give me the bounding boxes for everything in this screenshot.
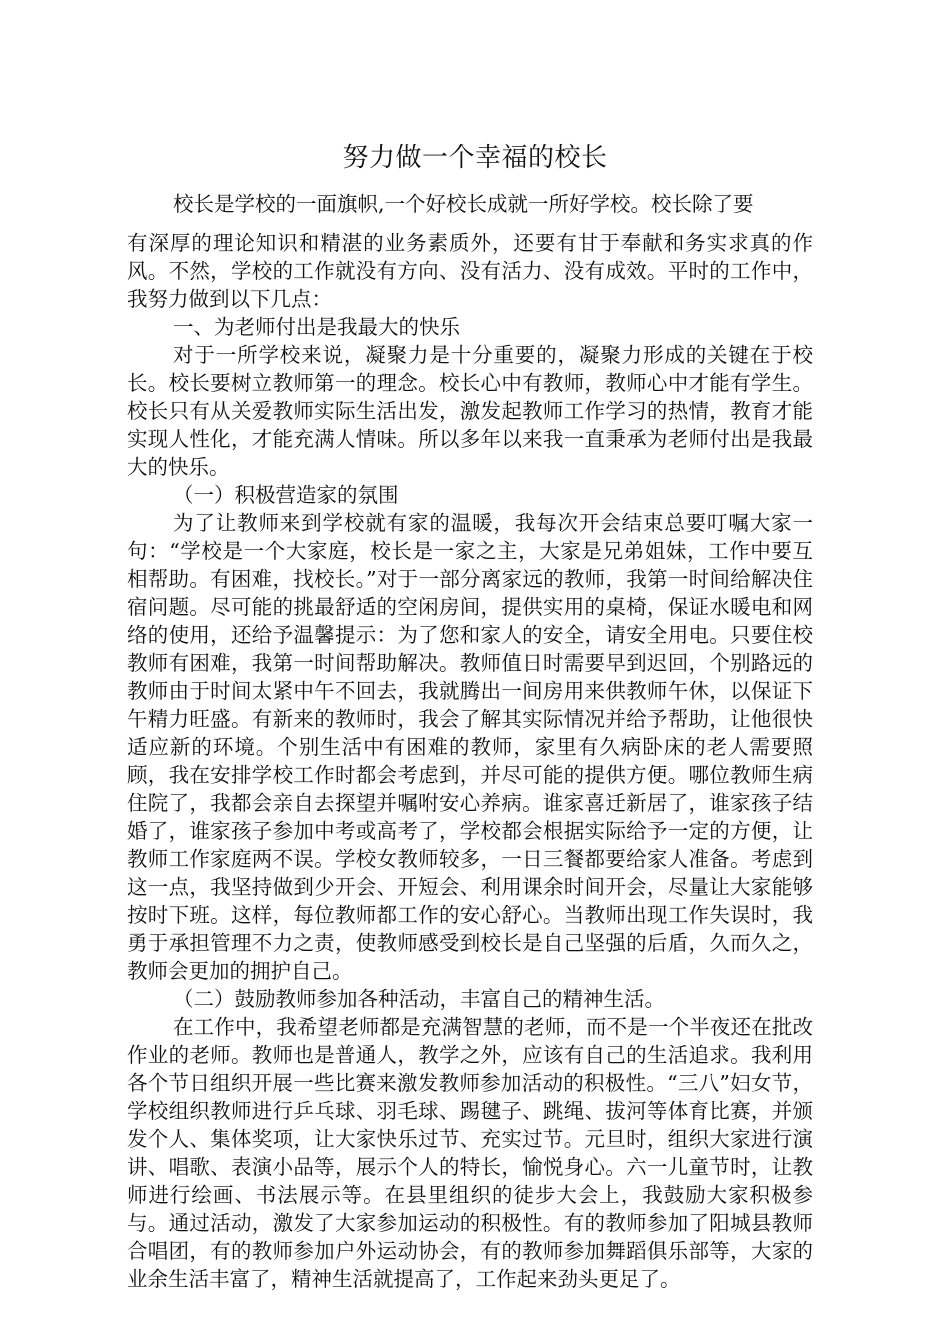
section-heading-1: 一、为老师付出是我最大的快乐 — [173, 315, 460, 339]
subsection-2-paragraph: 在工作中，我希望老师都是充满智慧的老师，而不是一个半夜还在批改作业的老师。教师也是普通人，教学之外，应该有自己的生活追求。我利用各个节日组织开展一些比赛来激发教师参加活动的积极性。“三八”妇女节，学校组织教师进行乒乓球、羽毛球、踢毽子、跳绳、拔河等体育比赛，并颁发个人、集体奖项，让大家快乐过节、充实过节。元旦时，组织大家进行演讲、唱歌、表演小品等，展示个人的特长，愉悦身心。六一儿童节时，让教师进行绘画、书法展示等。在县里组织的徒步大会上，我鼓励大家积极参与。通过活动，激发了大家参加运动的积极性。有的教师参加了阳城县教师合唱团，有的教师参加户外运动协会，有的教师参加舞蹈俱乐部等，大家的业余生活丰富了，精神生活就提高了，工作起来劲头更足了。 — [127, 1015, 813, 1291]
section-1-paragraph: 对于一所学校来说，凝聚力是十分重要的，凝聚力形成的关键在于校长。校长要树立教师第一的理念。校长心中有教师，教师心中才能有学生。校长只有从关爱教师实际生活出发，激发起教师工作学习的热情，教育才能实现人性化，才能充满人情味。所以多年以来我一直秉承为老师付出是我最大的快乐。 — [127, 343, 813, 479]
opening-line: 校长是学校的一面旗帜,一个好校长成就一所好学校。校长除了要 — [173, 192, 754, 216]
intro-paragraph: 有深厚的理论知识和精湛的业务素质外，还要有甘于奉献和务实求真的作风。不然，学校的工作就没有方向、没有活力、没有成效。平时的工作中，我努力做到以下几点： — [127, 231, 813, 311]
subsection-heading-1: （一）积极营造家的氛围 — [173, 483, 399, 507]
subsection-1-paragraph: 为了让教师来到学校就有家的温暖，我每次开会结束总要叮嘱大家一句：“学校是一个大家庭，校长是一家之主，大家是兄弟姐妹，工作中要互相帮助。有困难，找校长。”对于一部分离家远的教师，我第一时间给解决住宿问题。尽可能的挑最舒适的空闲房间，提供实用的桌椅，保证水暖电和网络的使用，还给予温馨提示：为了您和家人的安全，请安全用电。只要住校教师有困难，我第一时间帮助解决。教师值日时需要早到迟回，个别路远的教师由于时间太紧中午不回去，我就腾出一间房用来供教师午休，以保证下午精力旺盛。有新来的教师时，我会了解其实际情况并给予帮助，让他很快适应新的环境。个别生活中有困难的教师，家里有久病卧床的老人需要照顾，我在安排学校工作时都会考虑到，并尽可能的提供方便。哪位教师生病住院了，我都会亲自去探望并嘱咐安心养病。谁家喜迁新居了，谁家孩子结婚了，谁家孩子参加中考或高考了，学校都会根据实际给予一定的方便，让教师工作家庭两不误。学校女教师较多，一日三餐都要给家人准备。考虑到这一点，我坚持做到少开会、开短会、利用课余时间开会，尽量让大家能够按时下班。这样，每位教师都工作的安心舒心。当教师出现工作失误时，我勇于承担管理不力之责，使教师感受到校长是自己坚强的后盾，久而久之，教师会更加的拥护自己。 — [127, 511, 813, 983]
document-title: 努力做一个幸福的校长 — [342, 143, 608, 173]
subsection-heading-2: （二）鼓励教师参加各种活动，丰富自己的精神生活。 — [173, 987, 665, 1011]
document-body — [127, 229, 813, 1293]
